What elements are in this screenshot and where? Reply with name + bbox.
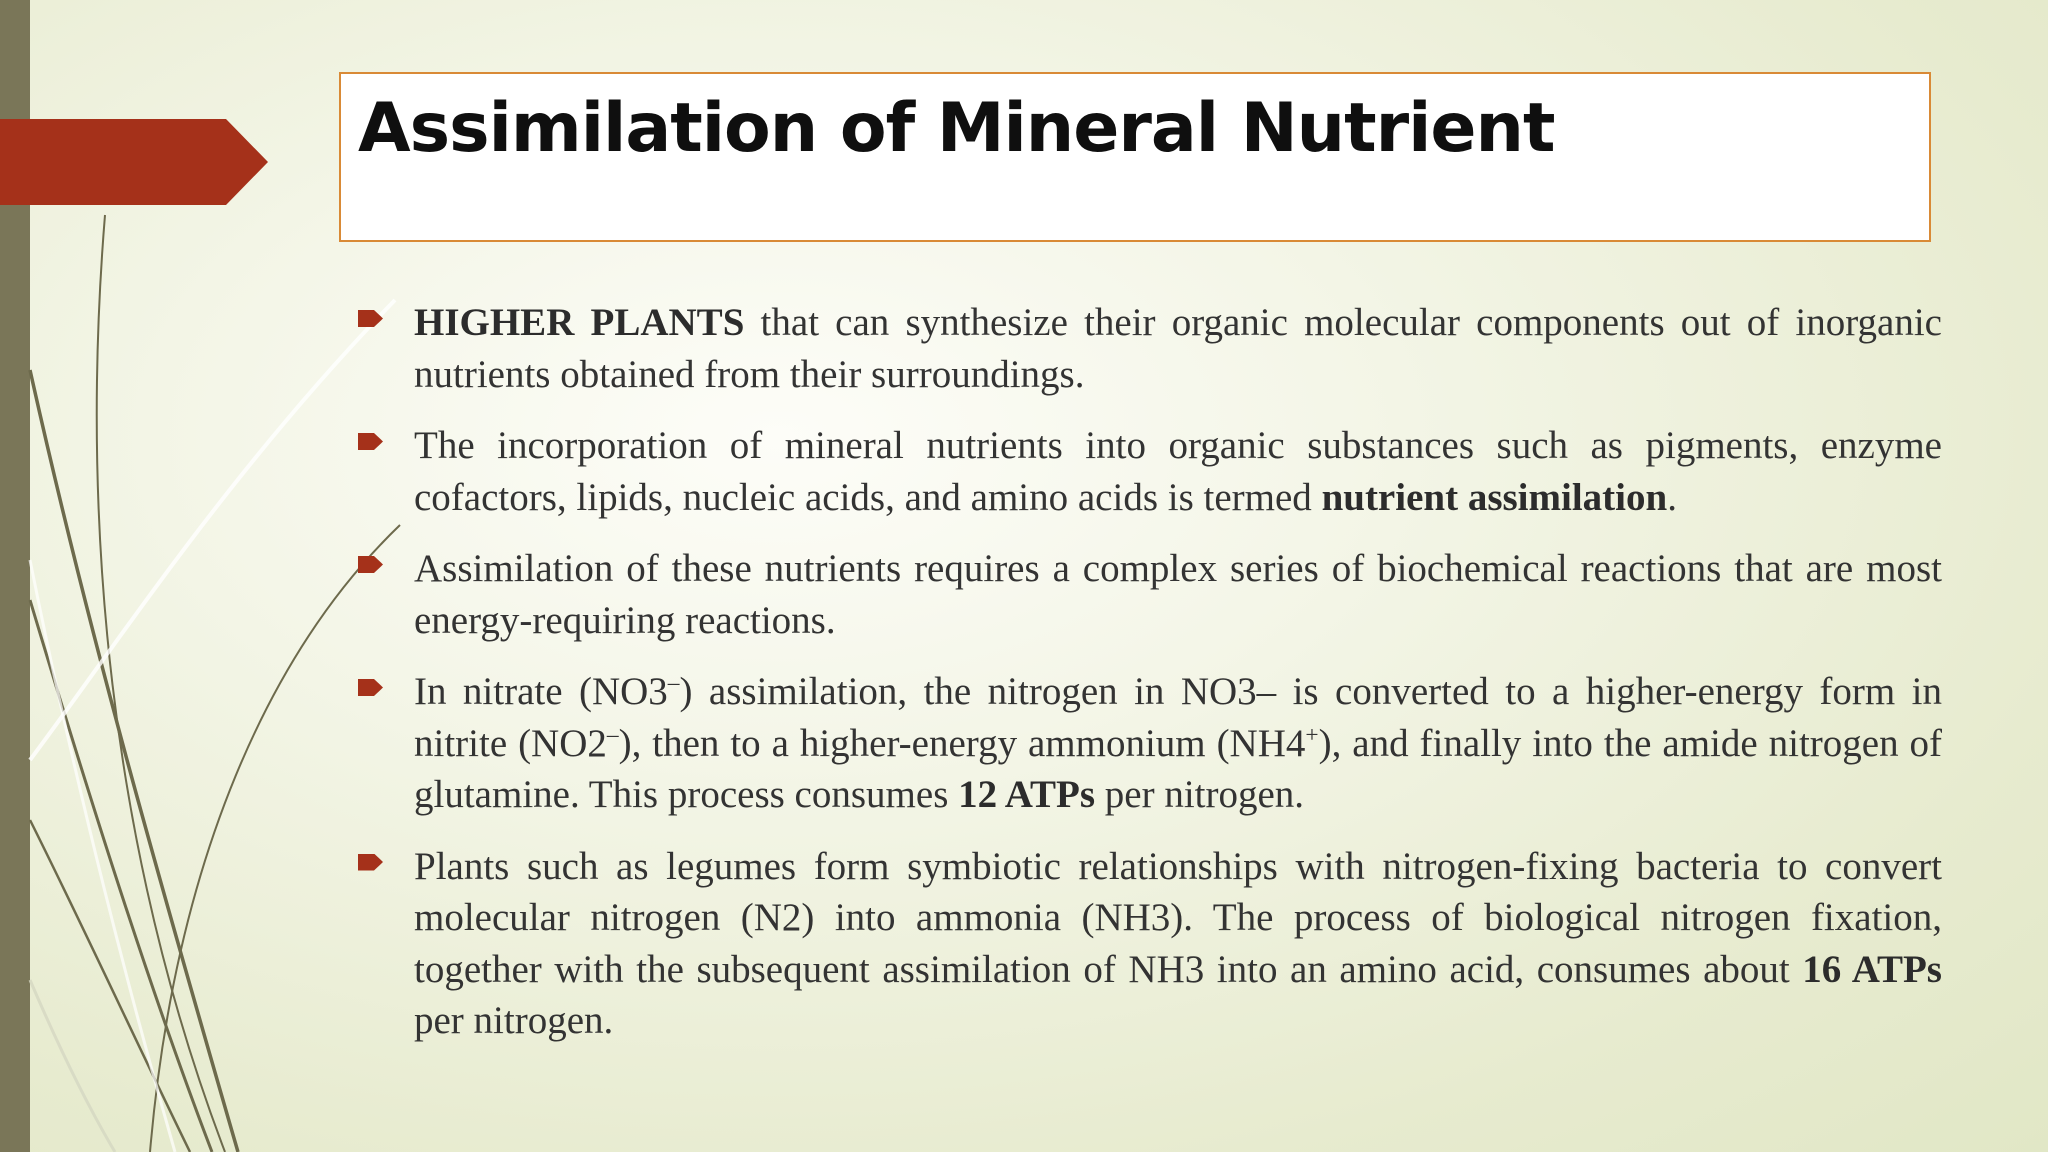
bullet-text: Assimilation of these nutrients requires a complex series of biochemical reactions that are most energy-requiring reactions. <box>414 547 1942 642</box>
bullet-text: The incorporation of mineral nutrients into organic substances such as pigments, enzyme cofactors, lipids, nucleic acids, and amino acids is termed <box>414 424 1942 519</box>
arrow-bullet-icon <box>358 556 383 573</box>
header-arrow-shape <box>0 119 268 205</box>
bullet-item <box>358 297 1942 400</box>
bullet-item <box>358 841 1942 1047</box>
bullet-strong: 12 ATPs <box>958 773 1096 816</box>
bullet-tail: . <box>1667 475 1677 519</box>
bullet-strong: HIGHER PLANTS <box>414 301 745 344</box>
bullet-text: ), then to a higher-energy ammonium (NH4 <box>618 721 1306 765</box>
bullet-tail: per nitrogen. <box>414 999 614 1042</box>
arrow-bullet-icon <box>358 310 383 327</box>
bullet-strong: nutrient assimilation <box>1321 475 1668 519</box>
bullet-list <box>358 297 1942 1067</box>
bullet-text: ), and finally into the amide nitrogen of glutamine. This process consumes <box>414 721 1942 816</box>
superscript: + <box>1305 721 1319 748</box>
bullet-tail: per nitrogen. <box>1095 773 1305 816</box>
bullet-item <box>358 420 1942 523</box>
bullet-item <box>358 543 1942 646</box>
superscript: – <box>606 721 619 748</box>
superscript: – <box>667 670 680 696</box>
title-box <box>339 72 1931 242</box>
arrow-bullet-icon <box>358 433 383 450</box>
bullet-text: In nitrate (NO3 <box>414 670 668 713</box>
bullet-strong: 16 ATPs <box>1802 947 1942 991</box>
slide-title: Assimilation of Mineral Nutrient <box>358 89 1555 168</box>
arrow-bullet-icon <box>358 679 383 696</box>
bullet-text: Plants such as legumes form symbiotic relationships with nitrogen-fixing bacteria to convert molecular nitrogen (N2) into ammonia (NH3). The process of biological nitrogen fixation, together with the subsequent assimilation of NH3 into an amino acid, consumes about <box>414 844 1942 991</box>
bullet-text: ) assimilation, the nitrogen in NO3– is converted to a higher-energy form in nitrite (NO2 <box>414 670 1942 765</box>
arrow-bullet-icon <box>358 854 383 871</box>
bullet-text: that can synthesize their organic molecular components out of inorganic nutrients obtained from their surroundings. <box>414 301 1942 396</box>
bullet-item <box>358 666 1942 821</box>
